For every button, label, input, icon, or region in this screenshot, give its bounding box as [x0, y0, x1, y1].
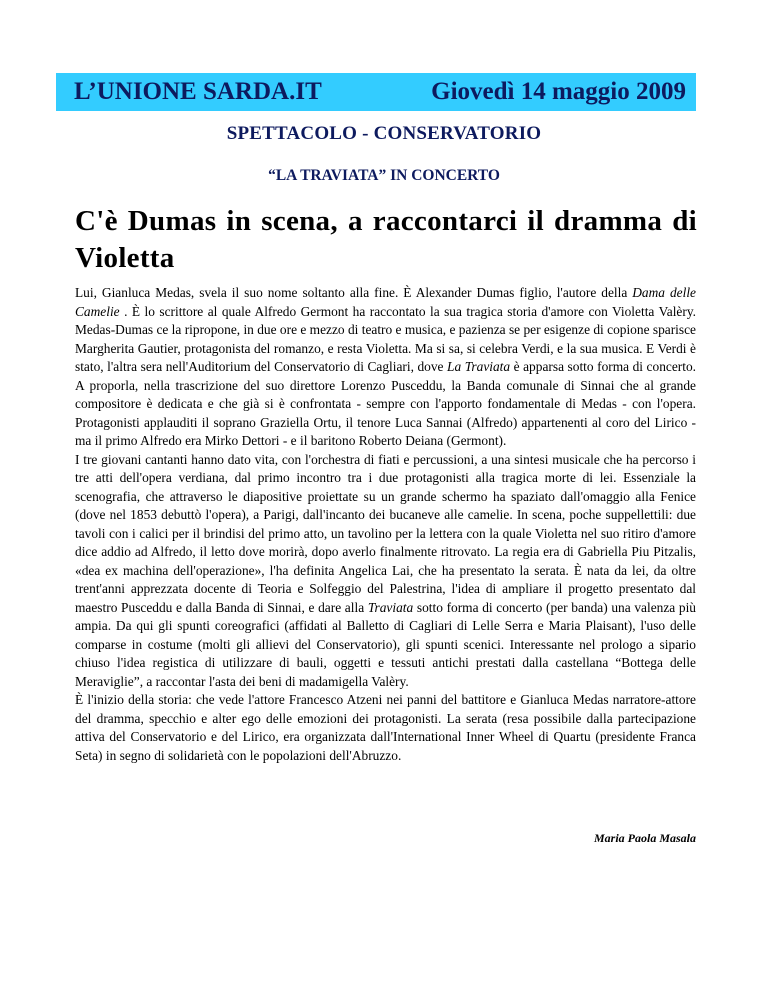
- article-paragraph: [75, 451, 696, 692]
- text-run: . È lo scrittore al quale Alfredo Germont ha raccontato la sua tragica storia d'amore con Violetta Valèry. Medas-Dumas ce la ripropone, in due ore e mezzo di teatro e musica, e pazienza se per esigenze di copione sparisce Margherita Gautier, protagonista del romanzo, e resta Violetta. Ma si sa, si celebra Verdi, e la sua musica. E Verdi è stato, l'altra sera nell'Auditorium del Conservatorio di Cagliari, dove: [75, 303, 696, 374]
- section-label: SPETTACOLO - CONSERVATORIO: [226, 123, 542, 144]
- issue-date: Giovedì 14 maggio 2009: [431, 78, 686, 105]
- masthead-banner: [56, 73, 696, 111]
- text-run: Lui, Gianluca Medas, svela il suo nome soltanto alla fine. È Alexander Dumas figlio, l'autore della: [75, 285, 633, 300]
- article-paragraph: [75, 284, 696, 451]
- kicker: “LA TRAVIATA” IN CONCERTO: [268, 167, 500, 184]
- author-byline: Maria Paola Masala: [593, 831, 696, 845]
- text-run: sotto forma di concerto (per banda) una valenza più ampia. Da qui gli spunti coreografici (affidati al Balletto di Cagliari di Lelle Serra e Maria Plaisant), l'uso delle comparse in costume (molti gli allievi del Conservatorio), gli spunti scenici. Interessante nel prologo a sipario chiuso l'idea registica di utilizzare di bauli, oggetti e tessuti antichi prestati dalla castellana “Bottega delle Meraviglie”, a raccontar l'asta dei beni di madamigella Valèry.: [75, 599, 696, 689]
- italic-title: Dama delle Camelie: [75, 285, 696, 319]
- article-paragraph: È l'inizio della storia: che vede l'attore Francesco Atzeni nei panni del battitore e Gianluca Medas narratore-attore del dramma, specchio e alter ego delle emozioni dei protagonisti. La serata (resa possibile dalla partecipazione attiva del Conservatorio e del Lirico, era organizzata dall'International Inner Wheel di Quartu (presidente Franca Seta) in segno di solidarietà con le popolazioni dell'Abruzzo.: [75, 692, 696, 763]
- text-run: è apparsa sotto forma di concerto. A proporla, nella trascrizione del suo direttore Lorenzo Pusceddu, la Banda comunale di Sinnai che al grande compositore è dedicata e che già si è confrontata - sempre con l'apporto fondamentale di Medas - con l'opera. Protagonisti applauditi il soprano Graziella Ortu, il tenore Luca Sannai (Alfredo) appartenenti al coro del Lirico - ma il primo Alfredo era Mirko Dettori - e il baritono Roberto Deiana (Germont).: [75, 359, 697, 448]
- italic-title: La Traviata: [447, 359, 511, 374]
- italic-title: Traviata: [367, 599, 414, 615]
- site-name: L’UNIONE SARDA.IT: [74, 78, 322, 105]
- headline: C'è Dumas in scena, a raccontarci il dramma di Violetta: [75, 205, 697, 274]
- article-body: [75, 284, 696, 765]
- text-run: I tre giovani cantanti hanno dato vita, con l'orchestra di fiati e percussioni, a una sintesi musicale che ha percorso i tre atti dell'opera verdiana, dal primo incontro tra i due protagonisti alla tragica morte di lei. Essenziale la scenografia, che attraverso le diapositive proiettate su un grande schermo ha spaziato dall'omaggio alla Fenice (dove nel 1853 debuttò l'opera), a Parigi, dall'incanto dei bucaneve alle camelie. In scena, poche suppellettili: due tavoli con i calici per il brindisi del primo atto, un tavolino per la lettera con la quale Violetta nel suo ritiro d'amore dice addio ad Alfredo, il letto dove morirà, dopo averlo finalmente ritrovato. La regia era di Gabriella Piu Pitzalis, «dea ex machina dell'operazione», l'ha definita Angelica Lai, che ha presentato la serata. È nata da lei, da oltre trent'anni apprezzata docente di Teoria e Solfeggio del Palestrina, l'idea di ampliare il progetto presentato dal maestro Pusceddu e dalla Banda di Sinnai, e dare alla: [75, 451, 696, 615]
